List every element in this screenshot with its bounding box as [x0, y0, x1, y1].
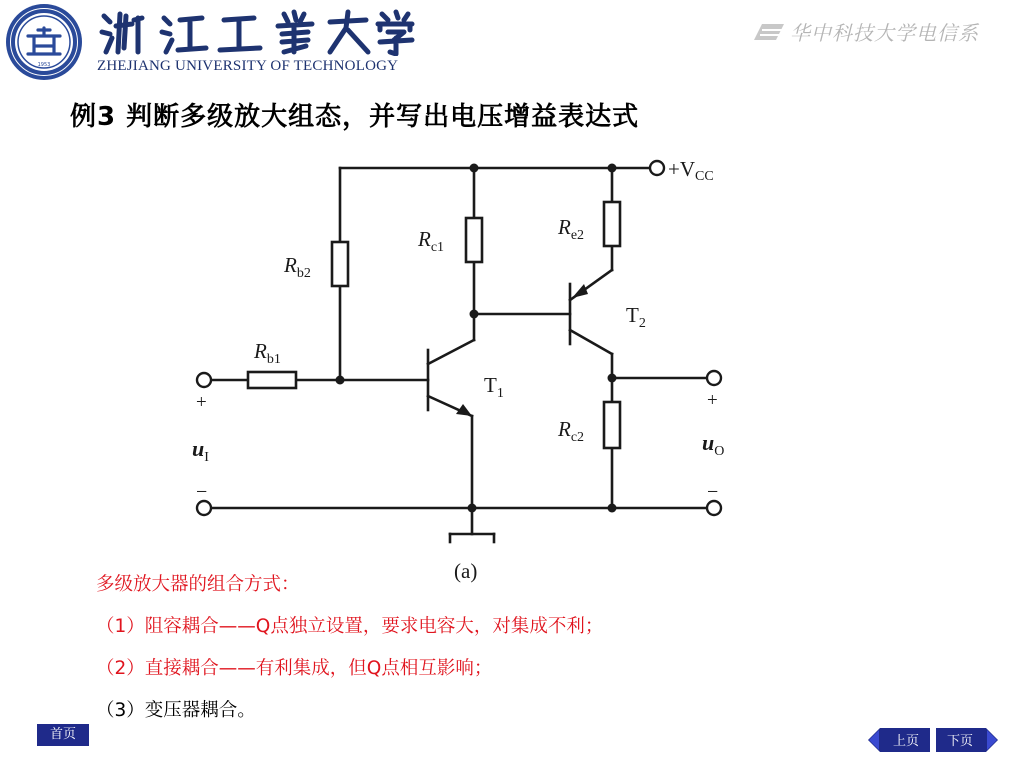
junction-dot	[470, 310, 479, 319]
output-plus-terminal	[707, 371, 721, 385]
notes-heading: 多级放大器的组合方式：	[96, 574, 300, 595]
vcc-label: +VCC	[668, 157, 714, 184]
prev-page-button[interactable]	[866, 726, 932, 754]
home-button[interactable]: 首页	[37, 724, 89, 746]
university-name-calligraphy-logo	[98, 8, 416, 56]
resistor-rb2	[332, 242, 348, 286]
prev-arrow-icon	[869, 730, 879, 750]
input-plus-sign: +	[196, 392, 207, 413]
t1-label: $T_1$	[484, 373, 504, 401]
diagram-caption: (a)	[454, 559, 478, 583]
resistor-rc1	[466, 218, 482, 262]
input-minus-terminal	[197, 501, 211, 515]
resistor-rc2	[604, 402, 620, 448]
prev-page-label: 上页	[892, 734, 920, 749]
dept-logo-icon	[752, 20, 786, 42]
uo-label: $u_O$	[702, 430, 725, 459]
junction-dot	[608, 374, 617, 383]
junction-dot	[608, 164, 617, 173]
t2-label: $T_2$	[626, 303, 646, 331]
junction-dot	[608, 504, 617, 513]
next-arrow-icon	[987, 730, 997, 750]
circuit-wires	[210, 168, 708, 542]
resistor-re2	[604, 202, 620, 246]
resistor-rb1	[248, 372, 296, 388]
notes-item-1: （1）阻容耦合——Q点独立设置，要求电容大，对集成不利；	[96, 616, 604, 637]
output-minus-terminal	[707, 501, 721, 515]
university-name-en: ZHEJIANG UNIVERSITY OF TECHNOLOGY	[97, 58, 399, 74]
t2-emitter-arrow	[572, 284, 588, 298]
next-page-label: 下页	[946, 734, 974, 749]
slide-title: 例3 判断多级放大组态，并写出电压增益表达式	[70, 102, 640, 132]
junction-dot	[468, 504, 477, 513]
department-name: 华中科技大学电信系	[790, 21, 979, 45]
notes-item-3: （3）变压器耦合。	[96, 700, 256, 721]
rc1-label: $R_{c1}$	[418, 227, 445, 255]
svg-text:1953: 1953	[37, 62, 51, 68]
notes-item-2: （2）直接耦合——有利集成，但Q点相互影响；	[96, 658, 493, 679]
rc2-label: $R_{c2}$	[558, 417, 585, 445]
input-plus-terminal	[197, 373, 211, 387]
junction-dot	[336, 376, 345, 385]
circuit-diagram	[180, 142, 760, 590]
output-minus-sign: −	[707, 481, 719, 503]
rb2-label: $R_{b2}$	[284, 253, 311, 281]
vcc-terminal	[650, 161, 664, 175]
input-minus-sign: −	[196, 481, 208, 503]
output-plus-sign: +	[707, 390, 718, 411]
rb1-label: $R_{b1}$	[254, 339, 281, 367]
next-page-button[interactable]	[934, 726, 1000, 754]
junction-dot	[470, 164, 479, 173]
ui-label: $u_I$	[192, 436, 209, 465]
university-seal-logo	[4, 2, 84, 82]
re2-label: $R_{e2}$	[558, 215, 585, 243]
